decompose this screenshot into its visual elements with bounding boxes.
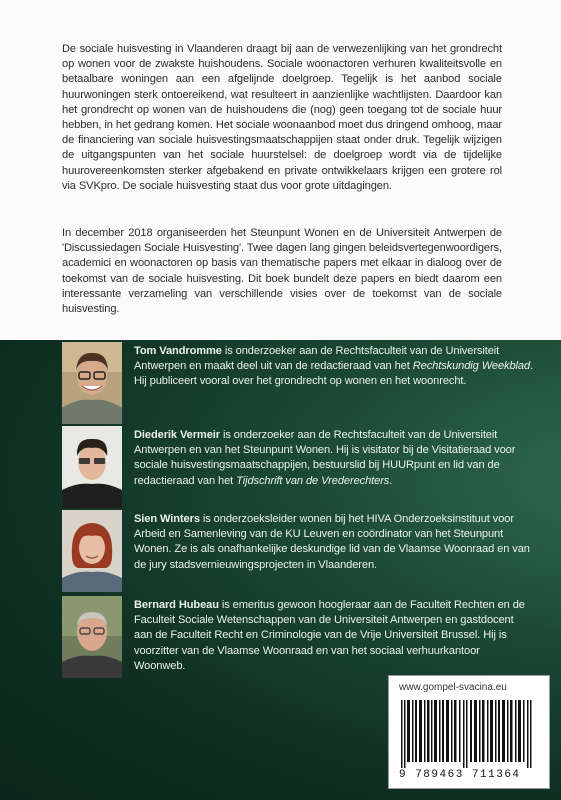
author-name: Sien Winters (134, 513, 200, 525)
author-name: Diederik Vermeir (134, 429, 220, 441)
isbn-number: 9 789463 711364 (399, 769, 521, 781)
intro-section (0, 0, 561, 340)
journal-title: Tijdschrift van de Vrederechters (236, 474, 390, 487)
author-name: Bernard Hubeau (134, 599, 219, 611)
bio-text: is onderzoeker aan de Rechtsfaculteit van de Universiteit Antwerpen en van het Steunpunt Wonen. Hij is visitator bij de Visitatieraad voor sociale huisvestingsmaatschappijen, bestuurslid bij HUURpunt en lid van de redactieraad van het (134, 429, 516, 487)
author-photo-diederik-vermeir (62, 426, 122, 508)
bio-text: . Hij publiceert vooral over het grondrecht op wonen en het woonrecht. (134, 360, 534, 388)
barcode-box (388, 675, 550, 789)
publisher-url: www.gompel-svacina.eu (399, 682, 507, 693)
author-name: Tom Vandromme (134, 345, 222, 357)
bio-text: is onderzoeksleider wonen bij het HIVA Onderzoeksinstituut voor Arbeid en Samenleving van de KU Leuven en coördinator van het Steunpunt Wonen. Ze is als onafhankelijke deskundige lid van de Vlaamse Woonraad en van de jury stadsvernieuwingsprojecten in Vlaanderen. (134, 513, 530, 571)
intro-paragraph-2: In december 2018 organiseerden het Steunpunt Wonen en de Universiteit Antwerpen de 'Discussiedagen Sociale Huisvesting'. Twee dagen lang gingen beleidsvertegenwoordigers, academici en woonactoren op basis van thematische papers met elkaar in dialoog over de toekomst van de sociale huisvesting. Dit boek bundelt deze papers en biedt daarom een interessante verzameling van verschillende visies over de toekomst van de sociale huisvesting. (62, 227, 502, 316)
author-photo-sien-winters (62, 510, 122, 592)
bio-text: is onderzoeker aan de Rechtsfaculteit van de Universiteit Antwerpen en maakt deel uit van de redactieraad van het (134, 345, 500, 373)
author-photo-bernard-hubeau (62, 596, 122, 678)
intro-paragraph-1: De sociale huisvesting in Vlaanderen draagt bij aan de verwezenlijking van het grondrecht op wonen voor de zwakste huishoudens. Sociale woonactoren verhuren kwaliteitsvolle en betaalbare woningen aan een afgelijnde doelgroep. Tegelijk is het aanbod sociale huurwoningen sterk ontoereikend, wat resulteert in aanzienlijke wachtlijsten. Daardoor kan het grondrecht op wonen van de huishoudens die (nog) geen toegang tot de sociale huur hebben, in het gedrang komen. Het sociale woonaanbod moet dus dringend omhoog, maar de financiering van sociale huisvestingsmaatschappijen staat onder druk. Tegelijk wijzigen de uitgangspunten van het sociale huurstelsel: de doelgroep wordt via de tijdelijke huurovereenkomsten sterker afgebakend en private ontwikkelaars krijgen een grotere rol via SVKpro. De sociale huisvesting staat dus voor grote uitdagingen. (62, 43, 502, 192)
bio-text: . (389, 474, 393, 487)
author-photo-tom-vandromme (62, 342, 122, 424)
author-bio (134, 598, 534, 674)
barcode (401, 700, 537, 768)
journal-title: Rechtskundig Weekblad (412, 360, 531, 373)
author-bio (134, 344, 534, 390)
bio-text: is emeritus gewoon hoogleraar aan de Faculteit Rechten en de Faculteit Sociale Wetenschappen van de Universiteit Antwerpen en gastdocent aan de Faculteit Recht en Criminologie van de Vrije Universiteit Brussel. Hij is voorzitter van de Vlaamse Woonraad en van het sociaal verhuurkantoor Woonweb. (134, 599, 525, 672)
author-bio (134, 512, 534, 573)
author-bio (134, 428, 534, 489)
